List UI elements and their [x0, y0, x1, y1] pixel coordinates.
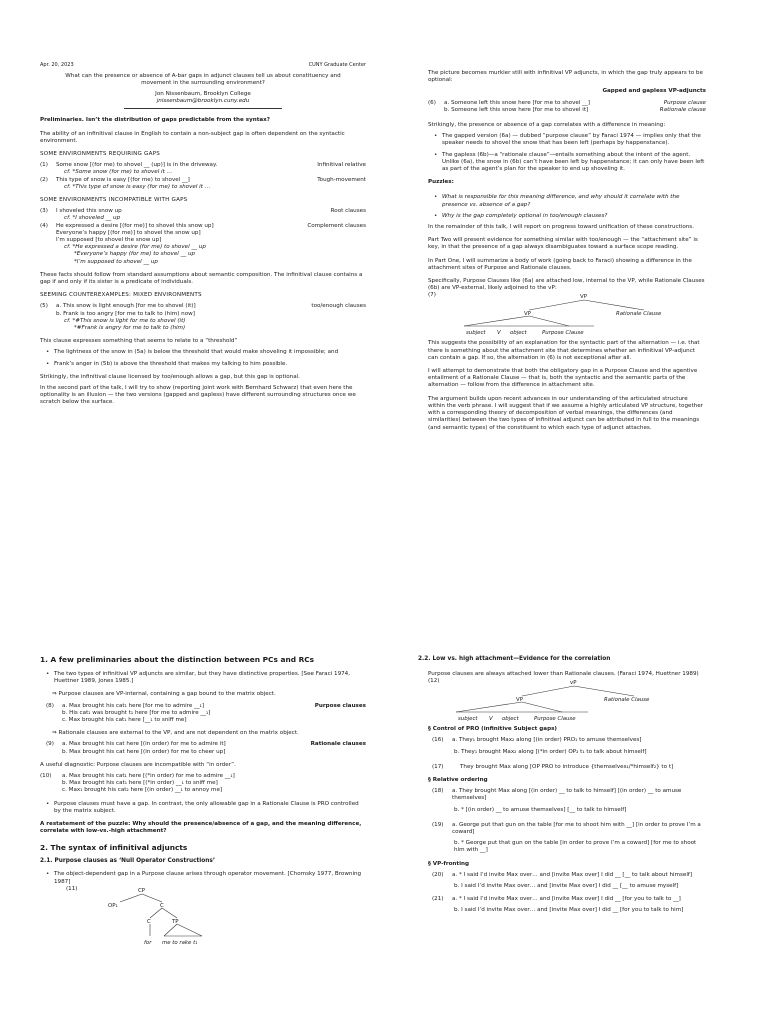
example-18: (18) a. They brought Max along [(in order) __ to talk to himself] [(in order) __ to amuse themselves]: [432, 788, 682, 802]
example-4-line: Everyone’s happy [(for me)] to shovel the snow up]: [56, 229, 201, 236]
example-2: (2) This type of snow is easy [(for me) to shovel __] Tough-movement: [40, 176, 366, 183]
tree-node-vp: VP: [580, 294, 587, 301]
definition: ⇒ Rationale clauses are external to the VP, and are not dependent on the matrix object.: [52, 730, 299, 737]
subheading: SOME ENVIRONMENTS INCOMPATIBLE WITH GAPS: [40, 196, 188, 203]
puzzles-heading: Puzzles:: [428, 179, 454, 186]
example-20-line: b. I said I’d invite Max over… and [invite Max over] I did __ [__ to amuse myself]: [454, 883, 679, 890]
example-19: (19) a. George put that gun on the table [for me to shoot him with __] [in order to prove I’m a coward]: [432, 821, 701, 836]
page-top-left: [40, 62, 366, 407]
tree-diagram-11: [82, 886, 232, 950]
example-8: (8) a. Max brought his cat₁ here [for me to admire __₁] Purpose clauses: [46, 702, 366, 709]
example-21-line: b. I said I’d invite Max over… and [invite Max over] I did __ [for you to talk to him]: [454, 907, 684, 914]
tree-node-vp: vP: [570, 680, 577, 687]
example-10: (10) a. Max brought his cat₁ here [(*in order) for me to admire __₁]: [40, 773, 235, 780]
example-9: (9) a. Max brought his cat here [(in order) for me to admire it] Rationale clauses: [46, 741, 366, 748]
example-5-line: b. Frank is too angry [for me to talk to (him) now]: [56, 310, 195, 317]
example-10-line: c. Max₁ brought his cat₂ here [(in order) __₁ to annoy me]: [62, 787, 223, 794]
bullet: • Purpose clauses must have a gap. In contrast, the only allowable gap in a Rationale Clause is PRO controlled by the matrix subject.: [46, 800, 359, 814]
author-email: jnissenbaum@brooklyn.cuny.edu: [156, 98, 250, 105]
example-19-line: b. * George put that gun on the table [in order to prove I’m a coward] [for me to shoot him with __]: [454, 840, 697, 854]
paragraph: Strikingly, the presence or absence of a gap correlates with a difference in meaning:: [428, 122, 666, 129]
header-date: Apr. 20, 2023: [40, 62, 74, 68]
bullet: • The gapless (6b)—a “rationale clause”—entails something about the intent of the agent. Unlike (6a), the snow in (6b) can’t have been left by happenstance; it can only have been left as part of the agent’s plan for the speaker to end up shoveling it.: [434, 151, 705, 173]
tree-leaf: object: [502, 716, 519, 723]
paragraph: This suggests the possibility of an explanation for the syntactic part of the alternation — i.e. that there is something about the attachment site that determines whether an infinitival VP-adjunct can contain a gap. If so, the alternation in (6) is not exceptional after all.: [428, 340, 700, 361]
paragraph: The picture becomes murkier still with infinitival VP adjuncts, in which the gap truly appears to be optional:: [428, 70, 703, 84]
example-4-line: I’m supposed [to shovel the snow up]: [56, 236, 162, 243]
example-7: (7) VP VP Rationale Clause subject V object Purpose Clause: [428, 292, 706, 336]
example-5: (5) a. This snow is light enough [for me to shovel (it)] too/enough clauses: [40, 303, 366, 310]
subheading: § Relative ordering: [428, 777, 488, 784]
paragraph: In Part One, I will summarize a body of work (going back to Faraci) showing a difference in the attachment sites of Purpose and Rationale clauses.: [428, 257, 692, 271]
example-8-line: c. Max brought his cat₁ here [__₁ to sniff me]: [62, 717, 187, 724]
example-4: (4) He expressed a desire [(for me)] to shovel this snow up] Complement clauses: [40, 222, 366, 229]
definition: ⇒ Purpose clauses are VP-internal, containing a gap bound to the matrix object.: [52, 691, 276, 698]
tree-node-cbar: C: [160, 902, 164, 909]
paragraph: This clause expresses something that seems to relate to a “threshold”: [40, 338, 238, 345]
example-6a: (6) a. Someone left this snow here [for me to shovel __] Purpose clause: [428, 99, 706, 106]
example-4-cf: *Everyone’s happy (for me) to shovel __ up: [74, 251, 196, 258]
section-preliminaries: Preliminaries. Isn’t the distribution of gaps predictable from the syntax?: [40, 117, 271, 124]
example-9-line: b. Max brought his cat here [(in order) for me to cheer up]: [62, 748, 226, 755]
tree-leaf: me to rake t₁: [162, 939, 198, 946]
example-18-line: b. * [(in order) __ to amuse themselves] [__ to talk to himself]: [454, 806, 627, 813]
paragraph: These facts should follow from standard assumptions about semantic composition. The infinitival clause contains a gap if and only if its sister is a predicate of individuals.: [40, 271, 363, 285]
example-4-cf: *I’m supposed to shovel __ up: [74, 258, 158, 265]
example-20: (20) a. * I said I’d invite Max over… and [invite Max over] I did __ [__ to talk about himself]: [432, 871, 693, 878]
bullet: • Frank’s anger in (5b) is above the threshold that makes my talking to him possible.: [46, 360, 288, 367]
subheading: Gapped and gapless VP-adjuncts: [602, 88, 706, 95]
paragraph: In the remainder of this talk, I will report on progress toward unification of these constructions.: [428, 224, 694, 231]
example-11: (11) CP OP₁ C C TP for me to rake t₁: [40, 886, 366, 950]
example-5-cf: cf. *#This snow is light for me to shovel (it): [64, 317, 186, 324]
tree-diagram-12: [444, 678, 674, 722]
tree-leaf: for: [144, 939, 152, 946]
header-venue: CUNY Graduate Center: [308, 62, 366, 68]
example-4-cf: cf. *He expressed a desire (for me) to shovel __ up: [64, 244, 206, 251]
tree-node-op: OP₁: [108, 902, 118, 909]
paragraph: In the second part of the talk, I will try to show (reporting joint work with Bernhard Schwarz) that even here the optionality is an illusion — the two versions (gapped and gapless) have different surrounding structures once we scratch below the surface.: [40, 385, 356, 406]
paragraph: The argument builds upon recent advances in our understanding of the articulated structure within the verb phrase. I will suggest that if we assume a highly articulated VP structure, together with a corresponding theory of decomposition of verbal meanings, the differences (and similarities) between the two types of infinitival adjunct can be attributed in full to the meanings (and semantic types) of the constituent to which each type of adjunct attaches.: [428, 395, 703, 431]
tree-node-vp: VP: [524, 311, 531, 318]
bullet: • The gapped version (6a) — dubbed “purpose clause” by Faraci 1974 — implies only that the speaker needs to shovel the snow that has been left (perhaps by happenstance).: [434, 133, 701, 147]
tree-node-c: C: [147, 918, 151, 925]
tree-leaf: subject: [466, 330, 486, 337]
tree-node-cp: CP: [138, 887, 146, 894]
subsection-heading: 2.1. Purpose clauses as ‘Null Operator Constructions’: [40, 858, 216, 865]
example-1-cf: cf. *Some snow (for me) to shovel it …: [64, 169, 173, 176]
example-17: (17) They brought Max along [OP PRO to introduce {themselves₁/*himself₂} to t]: [432, 763, 674, 770]
author: Jon Nissenbaum, Brooklyn College: [155, 90, 251, 97]
section-heading: 2. The syntax of infinitival adjuncts: [40, 843, 188, 853]
example-16-line: b. They₁ brought Max₂ along [(*in order) OP₂ t₁ to talk about himself]: [454, 748, 647, 755]
page-bottom-left: [40, 655, 366, 950]
example-5-cf: *#Frank is angry for me to talk to (him): [74, 324, 186, 331]
example-8-line: b. His cat₁ was brought t₁ here [for me to admire __₁]: [62, 709, 211, 716]
tree-leaf: V: [497, 330, 501, 337]
bullet: • The lightness of the snow in (5a) is below the threshold that would make shoveling it impossible; and: [46, 349, 339, 356]
example-3: (3) I shoveled this snow up Root clauses: [40, 208, 366, 215]
page-bottom-right: [418, 655, 708, 915]
paragraph: Purpose clauses are always attached lower than Rationale clauses. (Faraci 1974, Huettner 1989): [428, 671, 699, 677]
puzzle-restatement: A restatement of the puzzle: Why should the presence/absence of a gap, and the meaning difference, correlate with low-vs.-high attachment?: [40, 821, 362, 835]
tree-node-vp: VP: [516, 697, 523, 704]
paragraph: A useful diagnostic: Purpose clauses are incompatible with “in order”.: [40, 761, 236, 768]
page-top-right: [428, 70, 706, 432]
paragraph: Strikingly, the infinitival clause licensed by too/enough allows a gap, but this gap is optional.: [40, 373, 300, 380]
subsection-heading: 2.2. Low vs. high attachment—Evidence for the correlation: [418, 656, 611, 662]
tree-node-rc: Rationale Clause: [604, 697, 650, 704]
example-2-cf: cf. *This type of snow is easy (for me) to shovel it …: [64, 183, 211, 190]
example-12: (12) vP VP Rationale Clause subject V object Purpose Clause: [418, 678, 708, 722]
tree-leaf: Purpose Clause: [542, 330, 584, 337]
example-1: (1) Some snow [(for me) to shovel __ (up)] is in the driveway. Infinitival relative: [40, 162, 366, 169]
example-16: (16) a. They₁ brought Max₂ along [(in order) PRO₁ to amuse themselves]: [432, 737, 642, 744]
section-heading: 1. A few preliminaries about the distinction between PCs and RCs: [40, 655, 315, 664]
paper-title: What can the presence or absence of A-bar gaps in adjunct clauses tell us about constituency and movement in the surrounding environment?: [65, 72, 341, 86]
tree-node-tp: TP: [172, 918, 179, 925]
bullet: • The two types of infinitival VP adjuncts are similar, but they have distinctive properties. [See Faraci 1974, Huettner 1989, Jones 1985.]: [46, 671, 351, 685]
paragraph: Specifically, Purpose Clauses like (6a) are attached low, internal to the VP, while Rationale Clauses (6b) are VP-external, likely adjoined to the vP:: [428, 278, 705, 292]
subheading: § Control of PRO (infinitive Subject gaps): [428, 726, 557, 733]
subheading: SOME ENVIRONMENTS REQUIRING GAPS: [40, 150, 160, 157]
subheading: § VP-fronting: [428, 860, 469, 867]
tree-leaf: Purpose Clause: [534, 716, 576, 723]
bullet: • The object-dependent gap in a Purpose clause arises through operator movement. [Chomsky 1977, Browning 1987]: [46, 871, 362, 885]
example-21: (21) a. * I said I’d invite Max over… and [invite Max over] I did __ [for you to talk to __]: [432, 896, 681, 903]
paragraph: The ability of an infinitival clause in English to contain a non-subject gap is often dependent on the syntactic environment.: [40, 130, 345, 144]
example-3-cf: cf. *I shoveled __ up: [64, 215, 121, 222]
tree-node-rc: Rationale Clause: [616, 311, 662, 318]
bullet: • Why is the gap completely optional in too/enough clauses?: [434, 212, 608, 219]
bullet: • What is responsible for this meaning difference, and why should it correlate with the presence vs. absence of a gap?: [434, 194, 680, 208]
tree-leaf: V: [489, 716, 493, 723]
subheading: SEEMING COUNTEREXAMPLES: MIXED ENVIRONMENTS: [40, 292, 202, 299]
paragraph: I will attempt to demonstrate that both the obligatory gap in a Purpose Clause and the agentive entailment of a Rationale Clause — that is, both the syntactic and the semantic parts of the alternation — follow from the difference in attachment site.: [428, 368, 698, 389]
example-10-line: b. Max brought his cat₁ here [(*in order) __₁ to sniff me]: [62, 780, 218, 787]
tree-leaf: object: [510, 330, 527, 337]
paragraph: Part Two will present evidence for something similar with too/enough — the “attachment site” is key, in that the presence of a gap always disambiguates toward a surface scope reading.: [428, 237, 698, 251]
tree-leaf: subject: [458, 716, 478, 723]
tree-diagram-7: [444, 292, 674, 336]
example-6b: b. Someone left this snow here [for me to shovel it] Rationale clause: [444, 106, 706, 113]
